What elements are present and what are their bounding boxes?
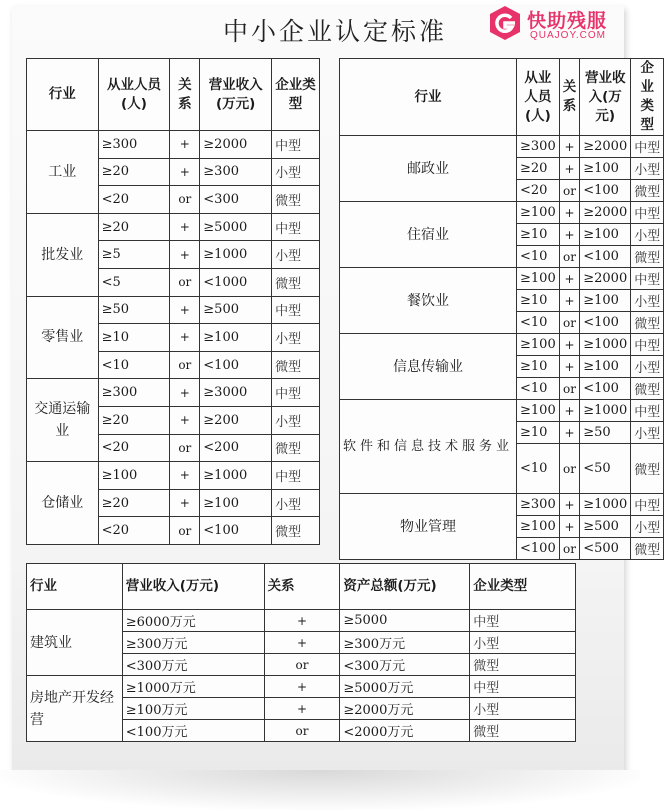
header-relation: 关系 — [559, 59, 580, 136]
threshold-cell: ≥50 — [580, 422, 631, 444]
threshold-cell: ≥1000万元 — [122, 676, 264, 698]
relation-cell: + — [559, 158, 580, 180]
industry-cell: 物业管理 — [340, 494, 517, 560]
type-cell: 中型 — [272, 462, 320, 490]
industry-cell: 房地产开发经营 — [27, 676, 123, 742]
relation-cell: + — [559, 268, 580, 290]
threshold-cell: ≥5000 — [340, 610, 470, 632]
relation-cell: + — [170, 379, 200, 407]
threshold-cell: ≥10 — [517, 290, 560, 312]
relation-cell: + — [559, 516, 580, 538]
header-industry: 行业 — [340, 59, 517, 136]
threshold-cell: ≥5000 — [200, 213, 272, 241]
threshold-cell: ≥10 — [517, 356, 560, 378]
threshold-cell: ≥100 — [580, 290, 631, 312]
table-row — [340, 334, 664, 356]
type-cell: 中型 — [272, 131, 320, 159]
threshold-cell: ≥100万元 — [122, 698, 264, 720]
relation-cell: + — [264, 610, 340, 632]
brand-domain: QUAJOY.COM — [530, 30, 606, 41]
type-cell: 中型 — [631, 268, 664, 290]
relation-cell: or — [264, 654, 340, 676]
header-type: 企业类型 — [470, 564, 576, 610]
table-body — [27, 610, 576, 742]
type-cell: 微型 — [631, 444, 664, 494]
relation-cell: + — [559, 494, 580, 516]
threshold-cell: ≥100 — [517, 516, 560, 538]
relation-cell: or — [559, 312, 580, 334]
threshold-cell: ≥200 — [200, 406, 272, 434]
threshold-cell: ≥1000 — [200, 462, 272, 490]
type-cell: 中型 — [272, 296, 320, 324]
relation-cell: + — [559, 202, 580, 224]
threshold-cell: <100 — [200, 517, 272, 545]
relation-cell: + — [559, 290, 580, 312]
relation-cell: + — [559, 356, 580, 378]
type-cell: 中型 — [631, 202, 664, 224]
threshold-cell: ≥500 — [200, 296, 272, 324]
threshold-cell: ≥300 — [98, 131, 170, 159]
industry-cell: 仓储业 — [27, 462, 99, 545]
type-cell: 小型 — [631, 422, 664, 444]
threshold-cell: <20 — [98, 434, 170, 462]
type-cell: 微型 — [272, 268, 320, 296]
table-row — [340, 268, 664, 290]
table-body — [27, 131, 320, 545]
table-row — [27, 131, 320, 159]
threshold-cell: ≥100 — [517, 400, 560, 422]
threshold-cell: <10 — [517, 312, 560, 334]
threshold-cell: <50 — [580, 444, 631, 494]
threshold-cell: ≥20 — [98, 406, 170, 434]
type-cell: 中型 — [470, 676, 576, 698]
header-type: 企业类型 — [631, 59, 664, 136]
table-row — [27, 296, 320, 324]
threshold-cell: ≥10 — [517, 224, 560, 246]
threshold-cell: ≥100 — [580, 158, 631, 180]
threshold-cell: <100 — [580, 180, 631, 202]
relation-cell: + — [170, 131, 200, 159]
relation-cell: + — [559, 400, 580, 422]
threshold-cell: ≥100 — [200, 489, 272, 517]
type-cell: 微型 — [272, 186, 320, 214]
relation-cell: + — [170, 462, 200, 490]
threshold-cell: <100万元 — [122, 720, 264, 742]
threshold-cell: <20 — [517, 180, 560, 202]
threshold-cell: ≥20 — [98, 489, 170, 517]
threshold-cell: <300万元 — [122, 654, 264, 676]
threshold-cell: ≥6000万元 — [122, 610, 264, 632]
type-cell: 小型 — [631, 224, 664, 246]
header-revenue: 营业收入(万元) — [122, 564, 264, 610]
threshold-cell: <100 — [580, 246, 631, 268]
threshold-cell: ≥1000 — [200, 241, 272, 269]
relation-cell: or — [170, 351, 200, 379]
type-cell: 小型 — [272, 406, 320, 434]
threshold-cell: ≥20 — [517, 158, 560, 180]
header-industry: 行业 — [27, 564, 123, 610]
relation-cell: or — [559, 246, 580, 268]
threshold-cell: ≥100 — [580, 224, 631, 246]
relation-cell: or — [559, 378, 580, 400]
type-cell: 小型 — [470, 698, 576, 720]
brand-name: 快助残服 — [527, 10, 608, 32]
relation-cell: + — [264, 632, 340, 654]
threshold-cell: <1000 — [200, 268, 272, 296]
table-row — [27, 610, 576, 632]
relation-cell: + — [170, 241, 200, 269]
relation-cell: + — [559, 136, 580, 158]
threshold-cell: ≥100 — [517, 268, 560, 290]
threshold-cell: ≥500 — [580, 516, 631, 538]
type-cell: 中型 — [631, 136, 664, 158]
relation-cell: + — [170, 158, 200, 186]
type-cell: 小型 — [631, 158, 664, 180]
threshold-cell: <20 — [98, 186, 170, 214]
type-cell: 微型 — [631, 180, 664, 202]
table-row — [27, 462, 320, 490]
table-row — [27, 213, 320, 241]
type-cell: 中型 — [631, 334, 664, 356]
table-row — [340, 494, 664, 516]
type-cell: 微型 — [631, 538, 664, 560]
threshold-cell: <5 — [98, 268, 170, 296]
type-cell: 小型 — [272, 489, 320, 517]
standards-table-left — [26, 58, 320, 545]
header-relation: 关系 — [264, 564, 340, 610]
threshold-cell: <100 — [580, 312, 631, 334]
type-cell: 小型 — [470, 632, 576, 654]
type-cell: 微型 — [631, 378, 664, 400]
page-title: 中小企业认定标准 — [222, 17, 447, 46]
industry-cell: 信息传输业 — [340, 334, 517, 400]
type-cell: 小型 — [272, 324, 320, 352]
threshold-cell: ≥1000 — [580, 494, 631, 516]
threshold-cell: ≥50 — [98, 296, 170, 324]
industry-cell: 交通运输业 — [27, 379, 99, 462]
threshold-cell: ≥100 — [517, 202, 560, 224]
threshold-cell: ≥10 — [517, 422, 560, 444]
type-cell: 中型 — [470, 610, 576, 632]
threshold-cell: ≥100 — [200, 324, 272, 352]
threshold-cell: <10 — [517, 378, 560, 400]
type-cell: 中型 — [272, 213, 320, 241]
threshold-cell: <2000万元 — [340, 720, 470, 742]
industry-cell: 住宿业 — [340, 202, 517, 268]
industry-cell: 批发业 — [27, 213, 99, 296]
type-cell: 小型 — [272, 158, 320, 186]
threshold-cell: ≥100 — [98, 462, 170, 490]
threshold-cell: ≥2000万元 — [340, 698, 470, 720]
type-cell: 小型 — [272, 241, 320, 269]
relation-cell: + — [264, 698, 340, 720]
header-assets: 资产总额(万元) — [340, 564, 470, 610]
threshold-cell: <500 — [580, 538, 631, 560]
relation-cell: or — [170, 268, 200, 296]
industry-cell: 餐饮业 — [340, 268, 517, 334]
header-revenue: 营业收入(万元) — [200, 59, 272, 131]
relation-cell: or — [559, 180, 580, 202]
relation-cell: + — [264, 676, 340, 698]
type-cell: 小型 — [631, 516, 664, 538]
threshold-cell: ≥20 — [98, 213, 170, 241]
threshold-cell: ≥300 — [517, 136, 560, 158]
page-curl-shadow — [0, 770, 640, 810]
relation-cell: or — [264, 720, 340, 742]
threshold-cell: <200 — [200, 434, 272, 462]
threshold-cell: ≥5 — [98, 241, 170, 269]
table-body — [340, 136, 664, 560]
relation-cell: + — [170, 489, 200, 517]
header-employees: 从业人员(人) — [517, 59, 560, 136]
relation-cell: + — [170, 406, 200, 434]
threshold-cell: ≥2000 — [200, 131, 272, 159]
relation-cell: or — [170, 434, 200, 462]
header-industry: 行业 — [27, 59, 99, 131]
g-logo-icon — [487, 4, 523, 42]
header-revenue: 营业收入(万元) — [580, 59, 631, 136]
type-cell: 微型 — [272, 434, 320, 462]
threshold-cell: <300万元 — [340, 654, 470, 676]
relation-cell: or — [170, 517, 200, 545]
threshold-cell: <100 — [200, 351, 272, 379]
type-cell: 中型 — [631, 400, 664, 422]
header-type: 企业类型 — [272, 59, 320, 131]
industry-cell: 零售业 — [27, 296, 99, 379]
type-cell: 微型 — [470, 720, 576, 742]
threshold-cell: ≥300 — [98, 379, 170, 407]
industry-cell: 软件和信息技术服务业 — [340, 400, 517, 494]
type-cell: 微型 — [272, 351, 320, 379]
industry-cell: 工业 — [27, 131, 99, 214]
threshold-cell: <100 — [580, 378, 631, 400]
relation-cell: + — [170, 324, 200, 352]
relation-cell: + — [170, 213, 200, 241]
relation-cell: or — [170, 186, 200, 214]
header-relation: 关系 — [170, 59, 200, 131]
type-cell: 中型 — [272, 379, 320, 407]
threshold-cell: <10 — [517, 444, 560, 494]
industry-cell: 邮政业 — [340, 136, 517, 202]
relation-cell: + — [170, 296, 200, 324]
threshold-cell: ≥300 — [517, 494, 560, 516]
threshold-cell: <10 — [98, 351, 170, 379]
threshold-cell: ≥5000万元 — [340, 676, 470, 698]
threshold-cell: ≥3000 — [200, 379, 272, 407]
threshold-cell: <300 — [200, 186, 272, 214]
industry-cell: 建筑业 — [27, 610, 123, 676]
threshold-cell: <10 — [517, 246, 560, 268]
table-row — [27, 676, 576, 698]
threshold-cell: <20 — [98, 517, 170, 545]
threshold-cell: ≥300 — [200, 158, 272, 186]
relation-cell: or — [559, 444, 580, 494]
threshold-cell: ≥1000 — [580, 400, 631, 422]
threshold-cell: ≥1000 — [580, 334, 631, 356]
type-cell: 微型 — [470, 654, 576, 676]
threshold-cell: <100 — [517, 538, 560, 560]
header-employees: 从业人员(人) — [98, 59, 170, 131]
threshold-cell: ≥100 — [580, 356, 631, 378]
relation-cell: or — [559, 538, 580, 560]
relation-cell: + — [559, 334, 580, 356]
type-cell: 微型 — [631, 312, 664, 334]
threshold-cell: ≥10 — [98, 324, 170, 352]
type-cell: 中型 — [631, 494, 664, 516]
type-cell: 微型 — [631, 246, 664, 268]
threshold-cell: ≥2000 — [580, 268, 631, 290]
type-cell: 小型 — [631, 290, 664, 312]
standards-table-right — [339, 58, 664, 560]
threshold-cell: ≥100 — [517, 334, 560, 356]
relation-cell: + — [559, 224, 580, 246]
table-row — [340, 136, 664, 158]
threshold-cell: ≥300万元 — [340, 632, 470, 654]
threshold-cell: ≥20 — [98, 158, 170, 186]
brand-logo[interactable] — [483, 2, 633, 46]
table-row — [340, 202, 664, 224]
threshold-cell: ≥2000 — [580, 136, 631, 158]
relation-cell: + — [559, 422, 580, 444]
type-cell: 微型 — [272, 517, 320, 545]
threshold-cell: ≥2000 — [580, 202, 631, 224]
table-row — [27, 379, 320, 407]
threshold-cell: ≥300万元 — [122, 632, 264, 654]
type-cell: 小型 — [631, 356, 664, 378]
standards-table-bottom — [26, 563, 576, 742]
table-row — [340, 400, 664, 422]
